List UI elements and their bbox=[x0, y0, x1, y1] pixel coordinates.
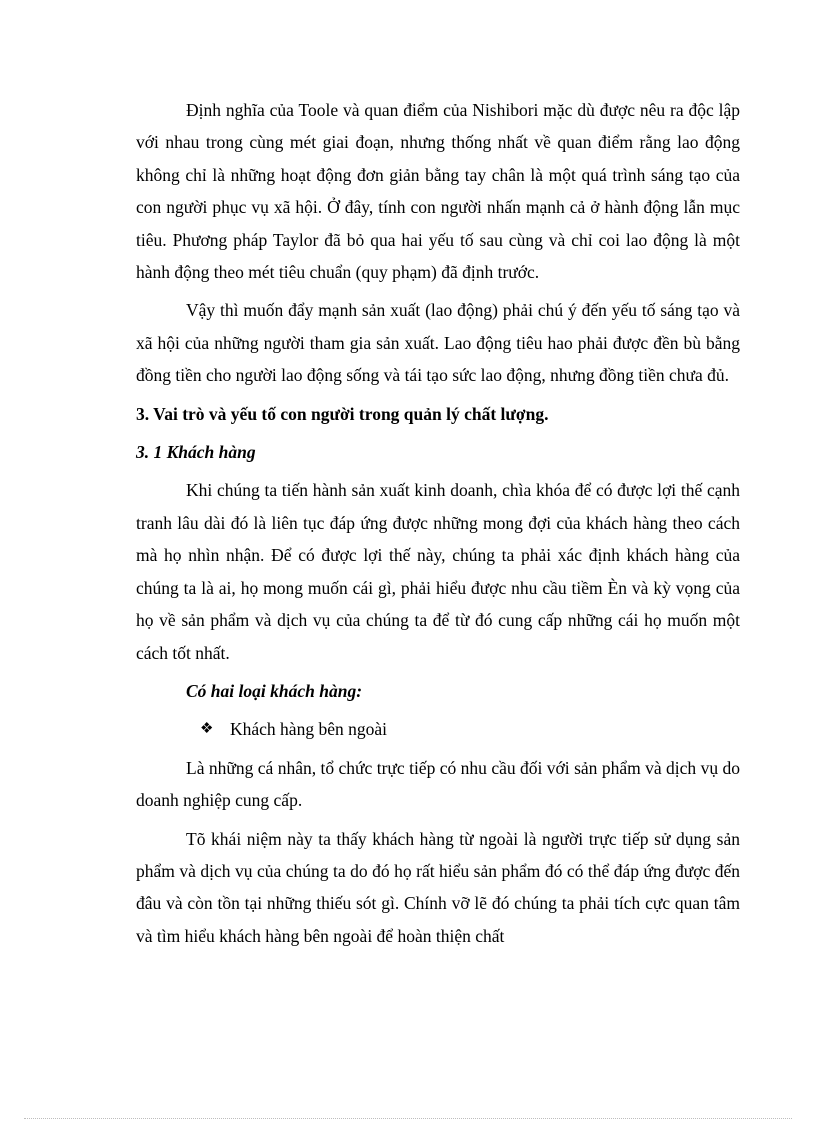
paragraph-production: Vậy thì muốn đẩy mạnh sản xuất (lao động) phải chú ý đến yếu tố sáng tạo và xã hội của những người tham gia sản xuất. Lao động tiêu hao phải được đền bù bằng đồng tiền cho người lao động sống và tái tạo sức lao động, nhưng đồng tiền chưa đủ. bbox=[136, 300, 740, 386]
customer-types-heading: Có hai loại khách hàng: bbox=[186, 680, 363, 701]
bullet-item-label: Khách hàng bên ngoài bbox=[230, 719, 387, 740]
paragraph-external-definition: Là những cá nhân, tổ chức trực tiếp có nhu cầu đối với sản phẩm và dịch vụ do doanh nghiệp cung cấp. bbox=[136, 757, 740, 811]
paragraph-definition: Định nghĩa của Toole và quan điểm của Nishibori mặc dù được nêu ra độc lập với nhau trong cùng mét giai đoạn, nhưng thống nhất về quan điểm rằng lao động không chỉ là những hoạt động đơn giản bằng tay chân là một quá trình sáng tạo của con người phục vụ xã hội. Ở đây, tính con người nhấn mạnh cả ở hành động lẫn mục tiêu. Phương pháp Taylor đã bỏ qua hai yếu tố sau cùng và chỉ coi lao động là một hành động theo mét tiêu chuẩn (quy phạm) đã định trước. bbox=[136, 100, 740, 283]
page-bottom-divider bbox=[24, 1118, 792, 1119]
subsection-heading: 3. 1 Khách hàng bbox=[136, 442, 256, 463]
paragraph-external-insight: Tõ khái niệm này ta thấy khách hàng từ ngoài là người trực tiếp sử dụng sản phẩm và dịch vụ của chúng ta do đó họ rất hiểu sản phẩm đó có thể đáp ứng được đến đâu và còn tồn tại những thiếu sót gì. Chính vỡ lẽ đó chúng ta phải tích cực quan tâm và tìm hiểu khách hàng bên ngoài để hoàn thiện chất bbox=[136, 828, 740, 946]
diamond-bullet-icon: ❖ bbox=[200, 721, 214, 738]
section-heading: 3. Vai trò và yếu tố con người trong quản lý chất lượng. bbox=[136, 403, 549, 424]
paragraph-customers: Khi chúng ta tiến hành sản xuất kinh doanh, chìa khóa để có được lợi thế cạnh tranh lâu dài đó là liên tục đáp ứng được những mong đợi của khách hàng theo cách mà họ nhìn nhận. Để có được lợi thế này, chúng ta phải xác định khách hàng của chúng ta là ai, họ mong muốn cái gì, phải hiểu được nhu cầu tiềm Èn và kỳ vọng của họ về sản phẩm và dịch vụ của chúng ta để từ đó cung cấp những cái họ muốn một cách tốt nhất. bbox=[136, 480, 740, 663]
document-body bbox=[136, 94, 740, 958]
bullet-item-external-customers bbox=[136, 713, 740, 745]
